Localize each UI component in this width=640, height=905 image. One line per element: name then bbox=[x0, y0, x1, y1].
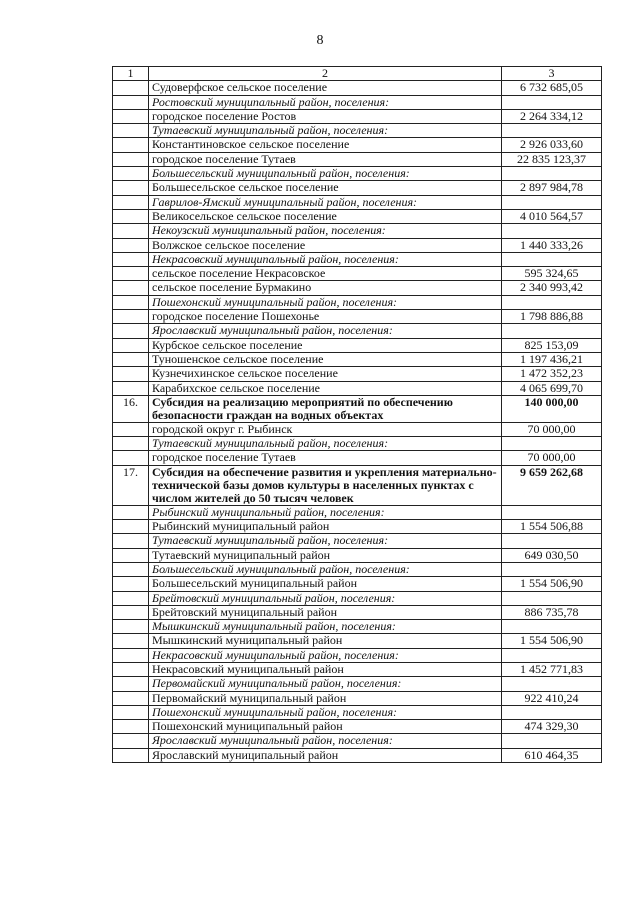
row-name: Тутаевский муниципальный район, поселения: bbox=[149, 437, 502, 451]
row-name: Тутаевский муниципальный район, поселения: bbox=[149, 534, 502, 548]
row-number bbox=[113, 734, 149, 748]
row-number bbox=[113, 352, 149, 366]
row-number bbox=[113, 691, 149, 705]
table-row bbox=[113, 338, 602, 352]
row-amount: 22 835 123,37 bbox=[502, 152, 602, 166]
district-row bbox=[113, 295, 602, 309]
row-number bbox=[113, 295, 149, 309]
row-name: Некрасовский муниципальный район, поселения: bbox=[149, 648, 502, 662]
row-name: Субсидия на обеспечение развития и укрепления материально-технической базы домов культуры в населенных пунктах с числом жителей до 50 тысяч человек bbox=[149, 465, 502, 505]
row-amount bbox=[502, 705, 602, 719]
row-amount: 1 440 333,26 bbox=[502, 238, 602, 252]
page-number: 8 bbox=[316, 33, 324, 48]
row-amount: 1 452 771,83 bbox=[502, 662, 602, 676]
row-name: Большесельский муниципальный район, поселения: bbox=[149, 167, 502, 181]
row-name: Большесельское сельское поселение bbox=[149, 181, 502, 195]
table-row bbox=[113, 577, 602, 591]
row-number bbox=[113, 267, 149, 281]
row-number bbox=[113, 548, 149, 562]
district-row bbox=[113, 505, 602, 519]
row-amount bbox=[502, 734, 602, 748]
row-amount bbox=[502, 252, 602, 266]
district-row bbox=[113, 562, 602, 576]
row-name: Курбское сельское поселение bbox=[149, 338, 502, 352]
row-number bbox=[113, 310, 149, 324]
table-row bbox=[113, 138, 602, 152]
table-row bbox=[113, 720, 602, 734]
row-amount: 4 010 564,57 bbox=[502, 209, 602, 223]
table-row bbox=[113, 181, 602, 195]
row-number bbox=[113, 367, 149, 381]
row-name: Первомайский муниципальный район bbox=[149, 691, 502, 705]
row-name: городское поселение Тутаев bbox=[149, 451, 502, 465]
subsidy-table bbox=[112, 66, 602, 763]
row-number bbox=[113, 662, 149, 676]
row-number bbox=[113, 381, 149, 395]
row-name: городское поселение Ростов bbox=[149, 109, 502, 123]
row-amount bbox=[502, 437, 602, 451]
district-row bbox=[113, 534, 602, 548]
row-amount bbox=[502, 534, 602, 548]
table-row bbox=[113, 662, 602, 676]
row-name: Карабихское сельское поселение bbox=[149, 381, 502, 395]
row-name: Первомайский муниципальный район, поселения: bbox=[149, 677, 502, 691]
row-number bbox=[113, 591, 149, 605]
row-number bbox=[113, 505, 149, 519]
row-amount: 610 464,35 bbox=[502, 748, 602, 762]
row-number bbox=[113, 634, 149, 648]
row-name: Пошехонский муниципальный район bbox=[149, 720, 502, 734]
row-name: Пошехонский муниципальный район, поселения: bbox=[149, 295, 502, 309]
row-number bbox=[113, 451, 149, 465]
row-number bbox=[113, 577, 149, 591]
table-row bbox=[113, 267, 602, 281]
district-row bbox=[113, 677, 602, 691]
row-amount: 886 735,78 bbox=[502, 605, 602, 619]
row-amount: 70 000,00 bbox=[502, 422, 602, 436]
row-number bbox=[113, 224, 149, 238]
row-name: Брейтовский муниципальный район bbox=[149, 605, 502, 619]
row-number bbox=[113, 167, 149, 181]
row-name: Ярославский муниципальный район bbox=[149, 748, 502, 762]
row-amount: 474 329,30 bbox=[502, 720, 602, 734]
row-number bbox=[113, 437, 149, 451]
row-name: Субсидия на реализацию мероприятий по обеспечению безопасности граждан на водных объектах bbox=[149, 395, 502, 422]
row-amount: 595 324,65 bbox=[502, 267, 602, 281]
row-amount: 2 897 984,78 bbox=[502, 181, 602, 195]
row-number bbox=[113, 252, 149, 266]
table-row bbox=[113, 238, 602, 252]
row-name: Туношенское сельское поселение bbox=[149, 352, 502, 366]
row-number bbox=[113, 124, 149, 138]
row-name: Некоузский муниципальный район, поселения: bbox=[149, 224, 502, 238]
row-amount bbox=[502, 167, 602, 181]
district-row bbox=[113, 124, 602, 138]
table-row bbox=[113, 281, 602, 295]
row-amount: 4 065 699,70 bbox=[502, 381, 602, 395]
row-amount: 1 554 506,90 bbox=[502, 577, 602, 591]
row-name: Мышкинский муниципальный район, поселения: bbox=[149, 620, 502, 634]
district-row bbox=[113, 648, 602, 662]
row-name: Брейтовский муниципальный район, поселения: bbox=[149, 591, 502, 605]
row-name: Мышкинский муниципальный район bbox=[149, 634, 502, 648]
row-amount: 70 000,00 bbox=[502, 451, 602, 465]
row-name: Тутаевский муниципальный район bbox=[149, 548, 502, 562]
row-amount: 922 410,24 bbox=[502, 691, 602, 705]
district-row bbox=[113, 224, 602, 238]
row-name: Пошехонский муниципальный район, поселения: bbox=[149, 705, 502, 719]
row-number bbox=[113, 677, 149, 691]
district-row bbox=[113, 705, 602, 719]
subsidy-row bbox=[113, 395, 602, 422]
table-row bbox=[113, 691, 602, 705]
row-number bbox=[113, 534, 149, 548]
row-name: Ярославский муниципальный район, поселения: bbox=[149, 324, 502, 338]
row-amount: 2 264 334,12 bbox=[502, 109, 602, 123]
district-row bbox=[113, 167, 602, 181]
row-number bbox=[113, 620, 149, 634]
row-name: городской округ г. Рыбинск bbox=[149, 422, 502, 436]
row-amount: 9 659 262,68 bbox=[502, 465, 602, 505]
row-name: Большесельский муниципальный район bbox=[149, 577, 502, 591]
table-body bbox=[113, 81, 602, 763]
row-amount: 825 153,09 bbox=[502, 338, 602, 352]
row-amount bbox=[502, 324, 602, 338]
row-number bbox=[113, 238, 149, 252]
row-name: Судоверфское сельское поселение bbox=[149, 81, 502, 95]
district-row bbox=[113, 620, 602, 634]
row-name: Константиновское сельское поселение bbox=[149, 138, 502, 152]
table-row bbox=[113, 109, 602, 123]
row-amount bbox=[502, 95, 602, 109]
subsidy-row bbox=[113, 465, 602, 505]
row-amount bbox=[502, 591, 602, 605]
row-amount bbox=[502, 295, 602, 309]
district-row bbox=[113, 734, 602, 748]
row-number bbox=[113, 95, 149, 109]
table-row bbox=[113, 520, 602, 534]
row-number bbox=[113, 138, 149, 152]
table-row bbox=[113, 209, 602, 223]
district-row bbox=[113, 195, 602, 209]
row-number bbox=[113, 720, 149, 734]
header-col-3: 3 bbox=[502, 67, 602, 81]
row-name: Рыбинский муниципальный район bbox=[149, 520, 502, 534]
table-row bbox=[113, 548, 602, 562]
row-number: 17. bbox=[113, 465, 149, 505]
row-number bbox=[113, 705, 149, 719]
row-number bbox=[113, 338, 149, 352]
row-amount bbox=[502, 562, 602, 576]
row-amount bbox=[502, 620, 602, 634]
table-row bbox=[113, 634, 602, 648]
row-name: городское поселение Тутаев bbox=[149, 152, 502, 166]
district-row bbox=[113, 95, 602, 109]
header-col-2: 2 bbox=[149, 67, 502, 81]
row-number bbox=[113, 748, 149, 762]
row-amount bbox=[502, 648, 602, 662]
row-name: городское поселение Пошехонье bbox=[149, 310, 502, 324]
table-row bbox=[113, 605, 602, 619]
row-name: сельское поселение Бурмакино bbox=[149, 281, 502, 295]
row-amount: 140 000,00 bbox=[502, 395, 602, 422]
row-amount bbox=[502, 124, 602, 138]
row-amount: 6 732 685,05 bbox=[502, 81, 602, 95]
row-amount: 1 197 436,21 bbox=[502, 352, 602, 366]
row-number bbox=[113, 648, 149, 662]
row-amount: 1 554 506,88 bbox=[502, 520, 602, 534]
table-row bbox=[113, 152, 602, 166]
row-number bbox=[113, 81, 149, 95]
table-row bbox=[113, 381, 602, 395]
table-row bbox=[113, 748, 602, 762]
row-amount bbox=[502, 195, 602, 209]
row-name: Кузнечихинское сельское поселение bbox=[149, 367, 502, 381]
table-header-row bbox=[113, 67, 602, 81]
table-row bbox=[113, 451, 602, 465]
row-number bbox=[113, 181, 149, 195]
row-name: Рыбинский муниципальный район, поселения: bbox=[149, 505, 502, 519]
table-row bbox=[113, 367, 602, 381]
row-amount: 649 030,50 bbox=[502, 548, 602, 562]
row-number bbox=[113, 152, 149, 166]
row-number bbox=[113, 195, 149, 209]
row-number bbox=[113, 562, 149, 576]
row-amount: 2 926 033,60 bbox=[502, 138, 602, 152]
row-number bbox=[113, 605, 149, 619]
row-name: Ростовский муниципальный район, поселения: bbox=[149, 95, 502, 109]
header-col-1: 1 bbox=[113, 67, 149, 81]
table-row bbox=[113, 352, 602, 366]
row-number bbox=[113, 209, 149, 223]
row-name: Гаврилов-Ямский муниципальный район, поселения: bbox=[149, 195, 502, 209]
district-row bbox=[113, 591, 602, 605]
row-name: Некрасовский муниципальный район bbox=[149, 662, 502, 676]
district-row bbox=[113, 324, 602, 338]
row-name: Большесельский муниципальный район, поселения: bbox=[149, 562, 502, 576]
table-row bbox=[113, 81, 602, 95]
row-name: Волжское сельское поселение bbox=[149, 238, 502, 252]
table-row bbox=[113, 310, 602, 324]
row-amount: 2 340 993,42 bbox=[502, 281, 602, 295]
row-amount bbox=[502, 224, 602, 238]
row-number bbox=[113, 281, 149, 295]
table-row bbox=[113, 422, 602, 436]
district-row bbox=[113, 252, 602, 266]
row-name: Тутаевский муниципальный район, поселения: bbox=[149, 124, 502, 138]
row-number bbox=[113, 520, 149, 534]
row-name: Великосельское сельское поселение bbox=[149, 209, 502, 223]
row-name: Ярославский муниципальный район, поселения: bbox=[149, 734, 502, 748]
row-number bbox=[113, 109, 149, 123]
row-amount: 1 798 886,88 bbox=[502, 310, 602, 324]
row-amount bbox=[502, 677, 602, 691]
row-number: 16. bbox=[113, 395, 149, 422]
row-amount: 1 472 352,23 bbox=[502, 367, 602, 381]
district-row bbox=[113, 437, 602, 451]
row-amount: 1 554 506,90 bbox=[502, 634, 602, 648]
row-number bbox=[113, 422, 149, 436]
row-number bbox=[113, 324, 149, 338]
row-amount bbox=[502, 505, 602, 519]
row-name: Некрасовский муниципальный район, поселения: bbox=[149, 252, 502, 266]
row-name: сельское поселение Некрасовское bbox=[149, 267, 502, 281]
